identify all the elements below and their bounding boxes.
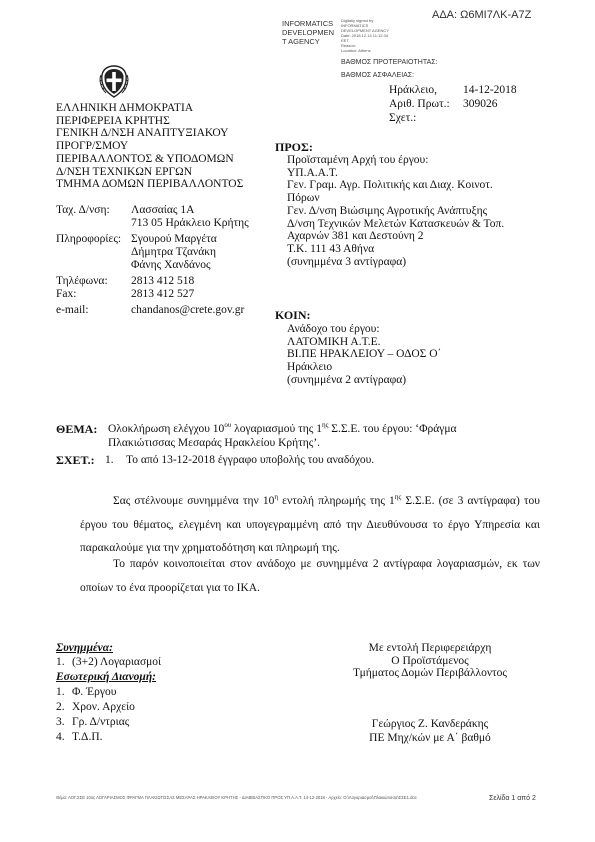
signature-line: Τμήματος Δομών Περιβάλλοντος <box>353 667 507 679</box>
attachment-num: 1. <box>56 656 65 668</box>
stamp-org-line: DEVELOPMEN <box>282 28 335 37</box>
digital-signature-org <box>282 19 334 46</box>
stamp-fine-line: Reason: <box>341 43 356 48</box>
to-heading: ΠΡΟΣ: <box>275 140 313 154</box>
related-heading: ΣΧΕΤ.: <box>56 453 95 467</box>
attachments-heading: Συνημμένα: <box>56 642 113 654</box>
koin-block <box>287 323 441 387</box>
koin-line: Ανάδοχο του έργου: <box>287 323 380 335</box>
coat-of-arms-icon <box>98 63 130 99</box>
sender-block <box>56 102 243 191</box>
koin-heading: ΚΟΙΝ: <box>275 308 311 322</box>
to-block <box>287 154 504 268</box>
page-number: Σελίδα 1 από 2 <box>489 795 536 802</box>
distribution-heading: Εσωτερική Διανομή: <box>56 671 156 683</box>
email-label: e-mail: <box>56 304 89 316</box>
stamp-fine-line: Location: Athens <box>341 48 371 53</box>
footer-file-info: Θέμα: ΛΟΓ.ΣΣΕ 10ος ΛΟΓΑΡΙΑΣΜΟΣ ΦΡΑΓΜΑ ΠΛΑΚΙΩΤΙΣΣΑΣ ΜΕΣΑΡΑΣ ΗΡΑΚΛΕΙΟΥ ΚΡΗΤΗΣ - ΔΙΑΒΙΒΑΣΤΙΚΟ ΠΡΟΣ ΥΠ.Α.Α.Τ. 14-12-2018 - Αρχείο: Ο:\Λογαριασμοί\Πλακιώτισσα\ΣΣΕ1.doc <box>56 795 417 800</box>
distribution-item: Γρ. Δ/ντριας <box>72 716 130 728</box>
address-label: Ταχ. Δ/νση: <box>56 204 110 216</box>
fax-label: Fax: <box>56 288 77 300</box>
signature-block <box>330 642 530 680</box>
ordinal-sup: ου <box>224 421 232 430</box>
subject-label: ΘΕΜΑ: <box>56 422 98 436</box>
phone-label: Τηλέφωνα: <box>56 275 108 287</box>
stamp-org-line: T AGENCY <box>282 37 320 46</box>
info-person: Φάνης Χανδάνος <box>131 259 211 271</box>
sender-line: ΓΕΝΙΚΗ Δ/ΝΣΗ ΑΝΑΠΤΥΞΙΑΚΟΥ <box>56 127 229 140</box>
ordinal-sup: η <box>274 493 279 502</box>
distribution-num: 4. <box>56 731 65 743</box>
distribution-num: 1. <box>56 686 65 698</box>
subject-text: Ολοκλήρωση ελέγχου 10 <box>108 423 225 435</box>
stamp-fine-line: INFORMATICS <box>341 23 369 28</box>
ordinal-sup: ης <box>321 421 329 430</box>
to-line: ΥΠ.Α.Α.Τ. <box>287 166 338 179</box>
to-line: Δ/νση Τεχνικών Μελετών Κατασκευών & Τοπ. <box>287 217 505 230</box>
info-person: Δήμητρα Τζανάκη <box>131 246 217 258</box>
koin-line: ΛΑΤΟΜΙΚΗ Α.Τ.Ε. <box>287 335 381 348</box>
signature-title: ΠΕ Μηχ/κών με Α΄ βαθμό <box>369 732 491 744</box>
subject-text: λογαριασμού της 1 <box>231 423 322 435</box>
related-text: Το από 13-12-2018 έγγραφο υποβολής του αναδόχου. <box>126 454 375 466</box>
phone-value: 2813 412 518 <box>131 275 195 287</box>
body-text: εντολή πληρωμής της 1 <box>278 495 395 507</box>
distribution-item: Τ.Δ.Π. <box>72 731 103 743</box>
protocol-number: 309026 <box>463 98 498 110</box>
attachment-item: (3+2) Λογαριασμοί <box>72 656 162 668</box>
digital-signature-details <box>341 18 389 53</box>
date: 14-12-2018 <box>463 84 517 96</box>
sender-line: ΕΛΛΗΝΙΚΗ ΔΗΜΟΚΡΑΤΙΑ <box>56 102 194 114</box>
info-label: Πληροφορίες: <box>56 233 122 245</box>
distribution-item: Φ. Έργου <box>72 686 117 698</box>
signature-line: Με εντολή Περιφερειάρχη <box>368 642 492 654</box>
priority-label: ΒΑΘΜΟΣ ΠΡΟΤΕΡΑΙΟΤΗΤΑΣ: <box>341 59 438 66</box>
ordinal-sup: ης <box>394 493 402 502</box>
security-label: ΒΑΘΜΟΣ ΑΣΦΑΛΕΙΑΣ: <box>341 72 415 79</box>
greek-emblem <box>98 63 130 102</box>
sender-line: ΤΜΗΜΑ ΔΟΜΩΝ ΠΕΡΙΒΑΛΛΟΝΤΟΣ <box>56 178 244 191</box>
place: Ηράκλειο, <box>389 84 437 96</box>
stamp-fine-line: DEVELOPMENT AGENCY <box>341 28 389 33</box>
to-line: Πόρων <box>287 192 320 205</box>
stamp-fine-line: Date: 2018.12.14 11:12:34 <box>341 33 389 38</box>
body-text: Σας στέλνουμε συνημμένα την 10 <box>113 495 275 507</box>
to-line: Τ.Κ. 111 43 Αθήνα <box>287 242 375 255</box>
fax-value: 2813 412 527 <box>131 288 195 300</box>
to-line: Γεν. Γραμ. Αγρ. Πολιτικής και Διαχ. Κοινοτ. <box>287 179 493 192</box>
to-line: Προϊσταμένη Αρχή του έργου: <box>287 154 429 166</box>
sender-line: ΠΡΟΓΡ/ΣΜΟΥ <box>56 140 129 153</box>
to-line: Αχαρνών 381 και Δεστούνη 2 <box>287 230 424 243</box>
info-person: Σγουρού Μαργέτα <box>131 233 217 245</box>
koin-line: (συνημμένα 2 αντίγραφα) <box>287 373 407 386</box>
related-label: Σχετ.: <box>389 112 417 124</box>
koin-line: ΒΙ.ΠΕ ΗΡΑΚΛΕΙΟΥ – ΟΔΟΣ Ο΄ <box>287 348 442 361</box>
address-line: 713 05 Ηράκλειο Κρήτης <box>131 217 249 229</box>
subject-line-2: Πλακιώτισσας Μεσαράς Ηρακλείου Κρήτης’. <box>108 437 321 449</box>
distribution-num: 3. <box>56 716 65 728</box>
address-line: Λασσαίας 1Α <box>131 204 195 216</box>
subject-line-1 <box>108 423 457 436</box>
ada-code: ΑΔΑ: Ω6ΜΙ7ΛΚ-Α7Ζ <box>432 9 532 21</box>
signature-name: Γεώργιος Ζ. Κανδεράκης <box>371 718 489 730</box>
to-line: Γεν. Δ/νση Βιώσιμης Αγροτικής Ανάπτυξης <box>287 204 488 217</box>
koin-line: Ηράκλειο <box>287 361 333 374</box>
body-text: Σ.Σ.Ε. (σε 3 αντίγραφα) του έργου του θέματος, ελεγμένη και υπογεγραμμένη από την Διευθύνουσα το έργο Υπηρεσία και παρακαλούμε για την χρηματοδότηση και πληρωμή της. <box>80 495 540 554</box>
stamp-org-line: INFORMATICS <box>282 19 334 28</box>
email-value: chandanos@crete.gov.gr <box>131 304 245 316</box>
subject-text: Σ.Σ.Ε. του έργου: ‘Φράγμα <box>328 423 457 435</box>
stamp-fine-line: EET <box>341 38 349 43</box>
distribution-item: Χρον. Αρχείο <box>72 701 135 713</box>
to-line: (συνημμένα 3 αντίγραφα) <box>287 255 407 268</box>
body-paragraph-2: Το παρόν κοινοποιείται στον ανάδοχο με συνημμένα 2 αντίγραφα λογαριασμών, εκ των οποίων το ένα προορίζεται για το ΙΚΑ. <box>80 558 540 594</box>
protocol-label: Αριθ. Πρωτ.: <box>389 98 450 110</box>
related-num: 1. <box>105 454 114 466</box>
signature-line: Ο Προϊστάμενος <box>391 654 469 667</box>
sender-line: Δ/ΝΣΗ ΤΕΧΝΙΚΩΝ ΕΡΓΩΝ <box>56 165 193 178</box>
sender-line: ΠΕΡΙΦΕΡΕΙΑ ΚΡΗΤΗΣ <box>56 114 170 127</box>
sender-line: ΠΕΡΙΒΑΛΛΟΝΤΟΣ & ΥΠΟΔΟΜΩΝ <box>56 152 234 165</box>
body-paragraph-1 <box>80 490 540 561</box>
stamp-fine-line: Digitally signed by <box>341 18 374 23</box>
distribution-num: 2. <box>56 701 65 713</box>
